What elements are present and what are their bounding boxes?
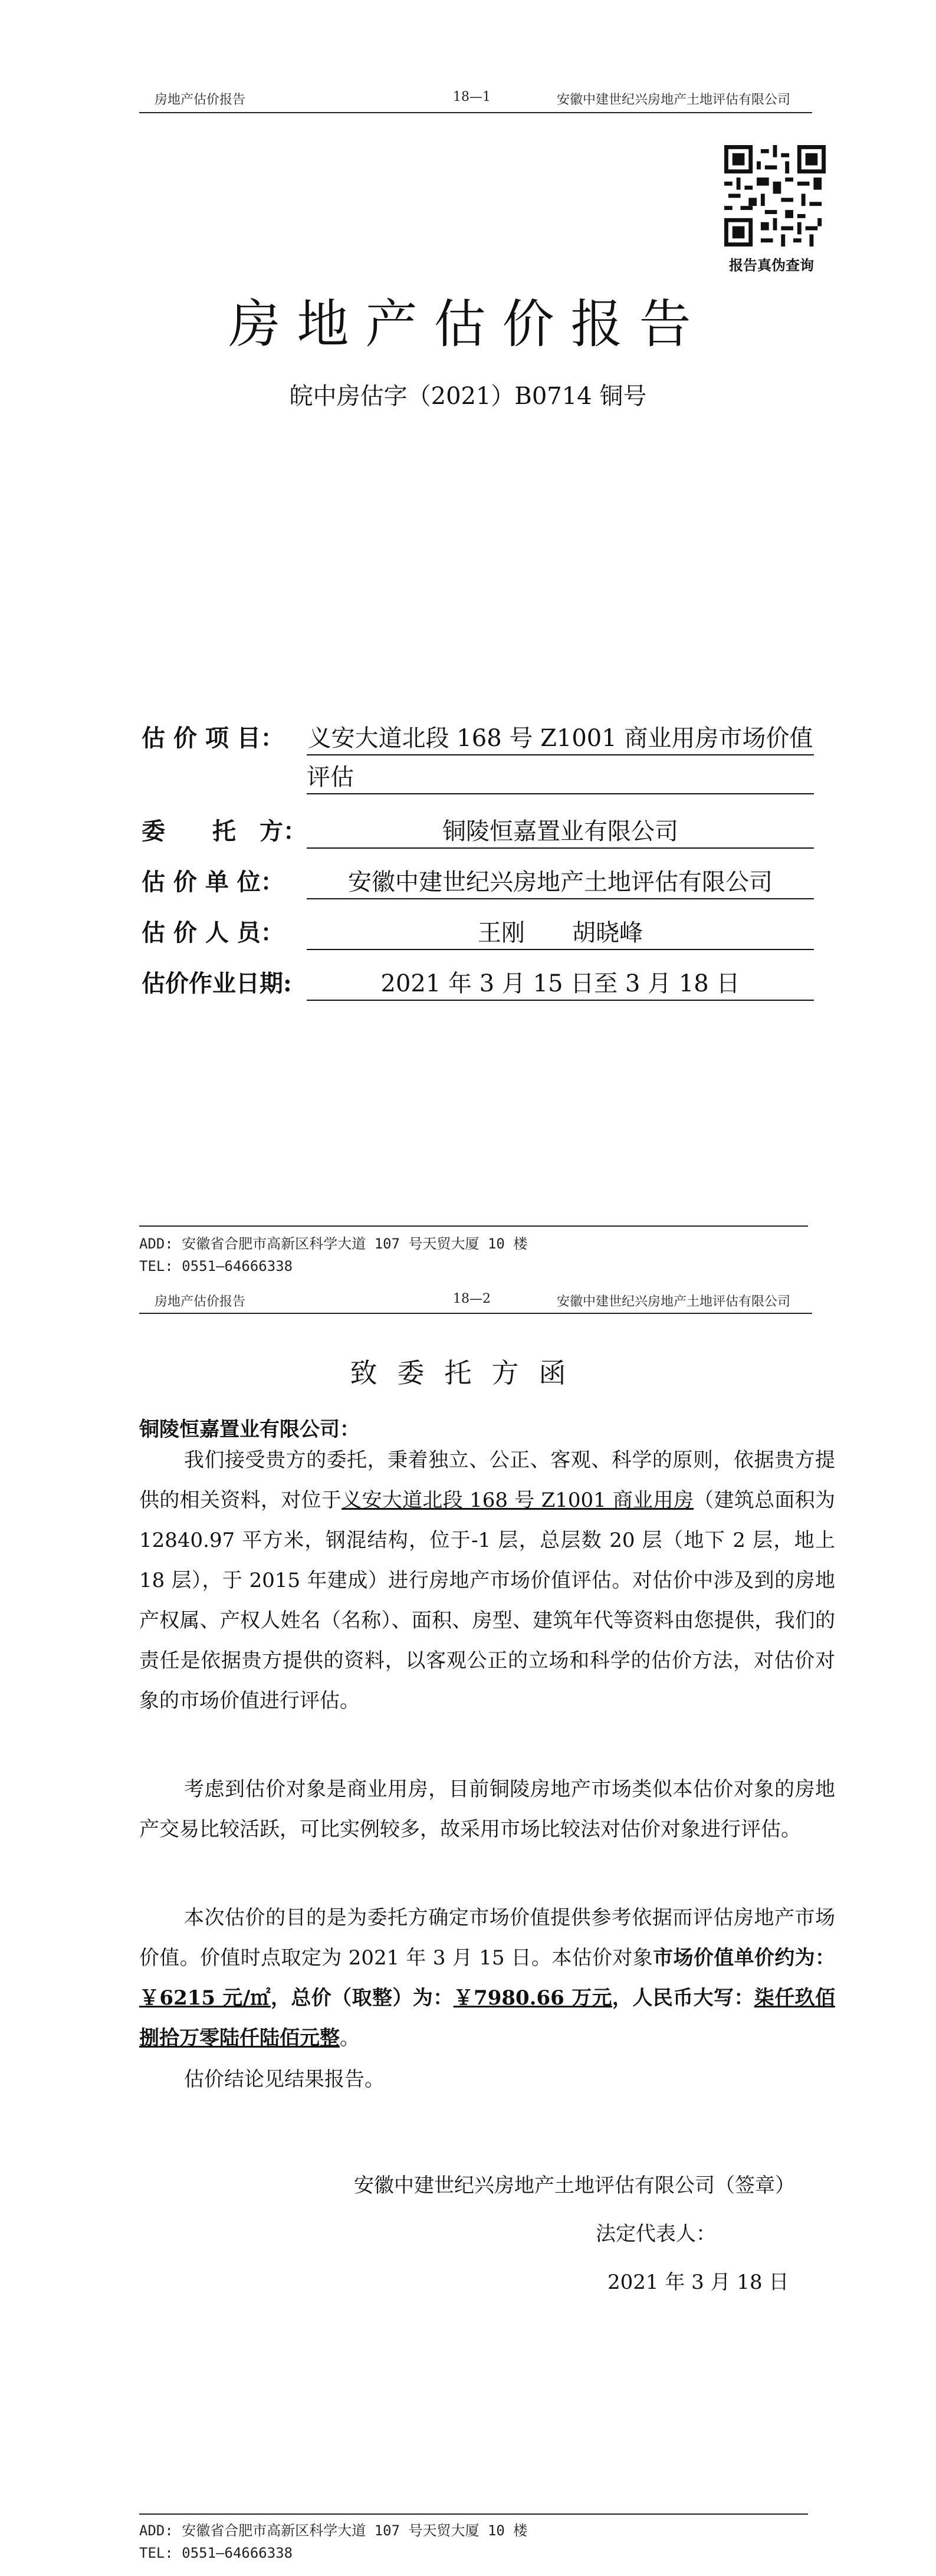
total-price: ￥7980.66 万元	[453, 1986, 612, 2010]
footer-divider	[139, 1225, 808, 1227]
letter-title: 致委托方函	[350, 1357, 586, 1389]
field-value: 王刚 胡晓峰	[307, 914, 814, 950]
p3-bold: ，总价（取整）为：	[270, 1986, 454, 2010]
field-label: 估 价 项 目：	[142, 724, 284, 752]
paragraph-4: 估价结论见结果报告。	[184, 2068, 385, 2091]
header-right: 安徽中建世纪兴房地产土地评估有限公司	[557, 1294, 791, 1309]
field-label: 估 价 单 位：	[142, 868, 284, 896]
report-title: 房地产估价报告	[228, 294, 708, 354]
p3-bold: ，人民币大写：	[612, 1986, 754, 2010]
qr-code-icon[interactable]	[724, 145, 826, 247]
qr-caption: 报告真伪查询	[729, 257, 814, 274]
header-page-number: 18—2	[453, 1292, 491, 1306]
header-page-number: 18—1	[453, 90, 491, 104]
p3-end: 。	[340, 2026, 360, 2050]
page-letter	[0, 1286, 936, 2576]
signature-company: 安徽中建世纪兴房地产土地评估有限公司（签章）	[354, 2174, 795, 2197]
p1-text: 我们接受贵方的委托，秉着独立、公正、客观、科学的原则，依据贵方提供的相关资料，对位于	[139, 1448, 835, 1512]
signature-date: 2021 年 3 月 18 日	[607, 2271, 789, 2294]
field-label: 估 价 人 员：	[142, 919, 284, 947]
field-value: 安徽中建世纪兴房地产土地评估有限公司	[307, 863, 814, 899]
field-label: 委 托 方：	[142, 817, 307, 845]
p3-text: 本次估价的目的是为委托方确定市场价值提供参考依据而评估房地产市场价值。价值时点取定为 2021 年 3 月 15 日。本估价对象	[139, 1906, 835, 1970]
footer-phone: TEL: 0551—64666338	[139, 1258, 293, 1274]
footer-phone: TEL: 0551—64666338	[139, 2545, 293, 2561]
paragraph-2: 考虑到估价对象是商业用房，目前铜陵房地产市场类似本估价对象的房地产交易比较活跃，可比实例较多，故采用市场比较法对估价对象进行评估。	[139, 1777, 835, 1841]
header-divider	[139, 112, 812, 113]
unit-price: ￥6215 元/㎡	[139, 1986, 271, 2010]
header-left: 房地产估价报告	[155, 93, 246, 107]
footer	[139, 1233, 527, 1277]
report-number: 皖中房估字（2021）B0714 铜号	[289, 383, 647, 410]
p3-bold: 市场价值单价约为：	[653, 1946, 835, 1970]
price-in-words: 柒仟玖佰捌拾万零陆仟陆佰元整	[139, 1986, 836, 2050]
field-label: 估价作业日期:	[142, 970, 292, 997]
page-cover	[0, 0, 936, 1286]
letter-addressee: 铜陵恒嘉置业有限公司：	[139, 1418, 360, 1441]
header-divider	[139, 1313, 812, 1314]
field-value: 2021 年 3 月 15 日至 3 月 18 日	[307, 965, 814, 1001]
footer-divider	[139, 2513, 808, 2515]
signature-representative: 法定代表人：	[596, 2222, 716, 2246]
field-value-line1: 义安大道北段 168 号 Z1001 商业用房市场价值	[307, 719, 814, 755]
footer	[139, 2519, 527, 2564]
paragraph-3	[139, 1898, 835, 2058]
footer-address: ADD: 安徽省合肥市高新区科学大道 107 号天贸大厦 10 楼	[139, 1236, 528, 1252]
field-value-line2: 评估	[307, 758, 814, 794]
header-left: 房地产估价报告	[155, 1294, 246, 1309]
paragraph-1	[139, 1440, 835, 1721]
field-value: 铜陵恒嘉置业有限公司	[307, 813, 814, 849]
footer-address: ADD: 安徽省合肥市高新区科学大道 107 号天贸大厦 10 楼	[139, 2522, 528, 2539]
header-right: 安徽中建世纪兴房地产土地评估有限公司	[557, 93, 791, 107]
p1-address: 义安大道北段 168 号 Z1001 商业用房	[341, 1489, 694, 1512]
p1-text-rest: （建筑总面积为 12840.97 平方米，钢混结构，位于-1 层，总层数 20 层（地下 2 层，地上 18 层），于 2015 年建成）进行房地产市场价值评估。对估价中涉及到的房地产权属、产权人姓名（名称）、面积、房型、建筑年代等资料由您提供，我们的责任是依据贵方提供的资料，以客观公正的立场和科学的估价方法，对估价对象的市场价值进行评估。	[139, 1489, 836, 1713]
